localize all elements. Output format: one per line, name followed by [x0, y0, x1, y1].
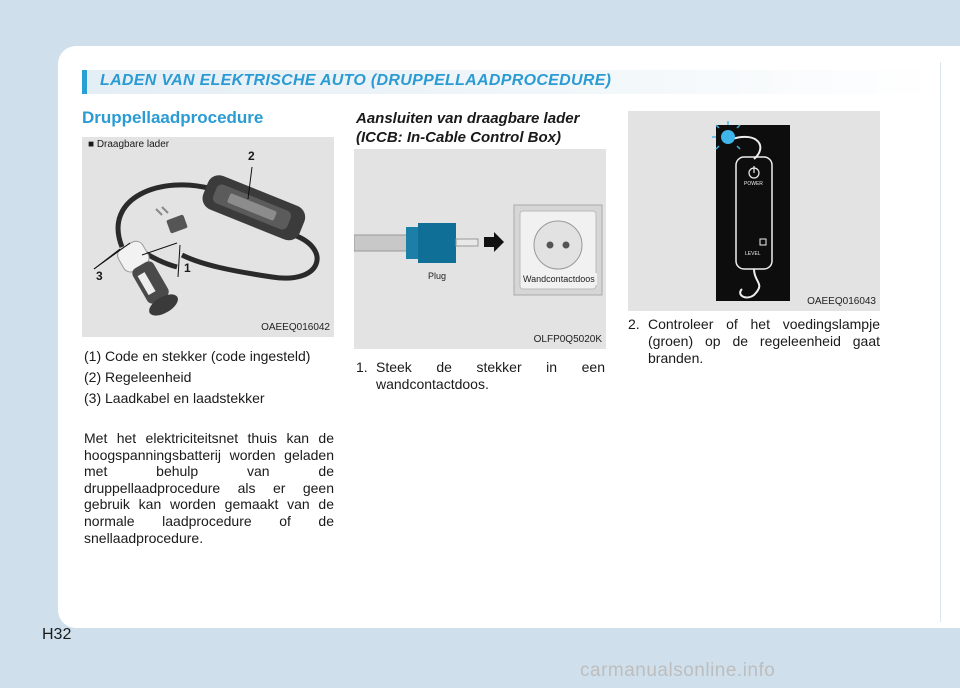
- header-accent: [82, 70, 87, 94]
- plug-label: Plug: [428, 271, 447, 281]
- level-label: LEVEL: [745, 251, 761, 257]
- figure-code: OAEEQ016043: [807, 296, 876, 307]
- body-paragraph: Met het elektriciteitsnet thuis kan de hoogspanningsbatterij worden geladen met behulp van de druppellaadprocedure als er geen gebruik kan worden gemaakt van de normale laadprocedure of de snellaadprocedure.: [84, 430, 334, 546]
- callout-2: 2: [248, 149, 255, 163]
- step-text: Steek de stekker in een wandcontactdoos.: [376, 359, 605, 392]
- control-box-figure: [628, 111, 880, 311]
- parts-list: [84, 346, 334, 409]
- callout-3: 3: [96, 269, 103, 283]
- step-2: [628, 316, 880, 367]
- charger-figure: [82, 137, 334, 337]
- figure-legend: ■ Draagbare lader: [88, 139, 170, 150]
- section-title: Druppellaadprocedure: [82, 108, 264, 127]
- portable-charger-illustration: [82, 137, 334, 337]
- socket-label: Wandcontactdoos: [523, 274, 595, 284]
- step-number: 1.: [356, 359, 368, 375]
- power-label: POWER: [744, 181, 763, 187]
- list-item: (1) Code en stekker (code ingesteld): [84, 348, 311, 364]
- plug-figure: [354, 149, 606, 349]
- subsection-title: Aansluiten van draagbare lader (ICCB: In-Cable Control Box): [356, 110, 580, 146]
- control-box-illustration: [628, 111, 880, 311]
- figure-code: OAEEQ016042: [261, 322, 330, 333]
- step-1: [356, 359, 605, 393]
- list-item: (3) Laadkabel en laadstekker: [84, 390, 265, 406]
- step-number: 2.: [628, 316, 640, 332]
- watermark: carmanualsonline.info: [580, 660, 776, 681]
- list-item: (2) Regeleenheid: [84, 369, 192, 385]
- page-edge-line: [940, 62, 941, 622]
- figure-code: OLFP0Q5020K: [533, 334, 602, 345]
- callout-1: 1: [184, 261, 191, 275]
- step-text: Controleer of het voedingslampje (groen) op de regeleenheid gaat branden.: [648, 316, 880, 366]
- page-number: H32: [42, 626, 72, 643]
- plug-socket-illustration: [354, 149, 606, 349]
- header-title: LADEN VAN ELEKTRISCHE AUTO (DRUPPELLAADPROCEDURE): [100, 72, 612, 89]
